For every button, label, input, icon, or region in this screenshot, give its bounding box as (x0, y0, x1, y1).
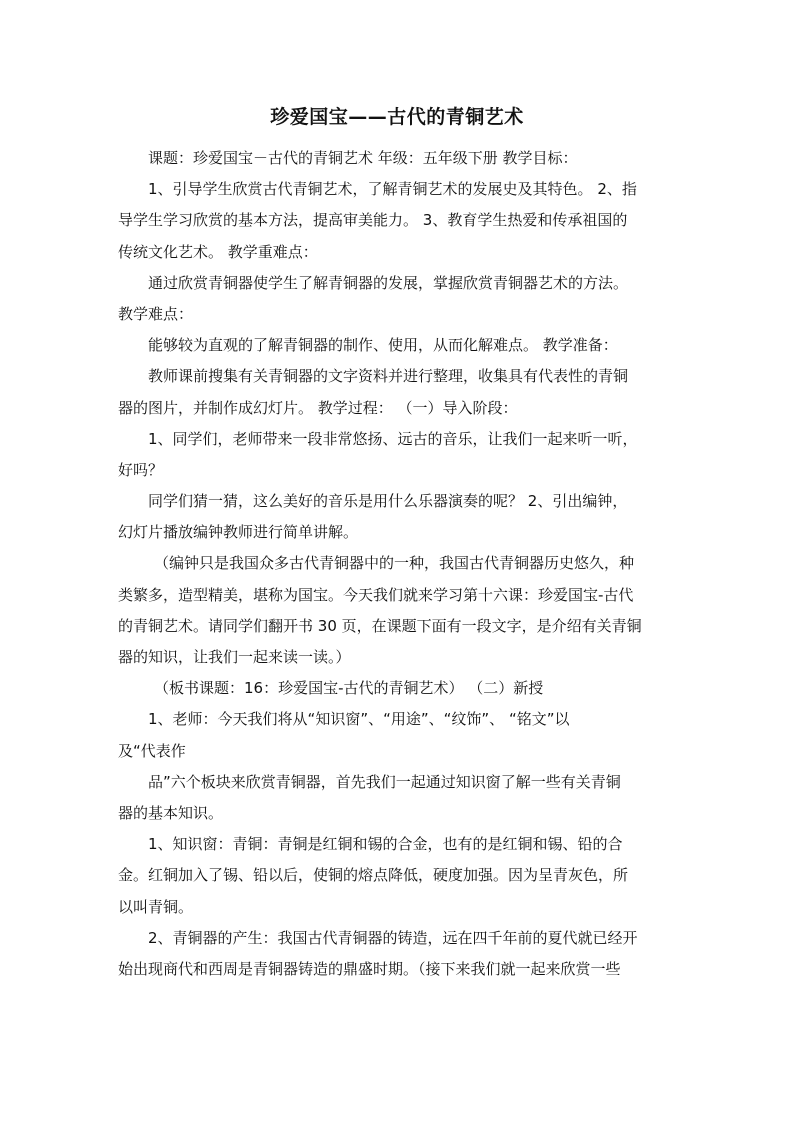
text-line: 同学们猜一猜，这么美好的音乐是用什么乐器演奏的呢？ 2、引出编钟， (148, 492, 628, 511)
text-line: 2、青铜器的产生：我国古代青铜器的铸造，远在四千年前的夏代就已经开 (148, 928, 638, 947)
text-line: 以叫青铜。 (118, 897, 194, 916)
text-line: 能够较为直观的了解青铜器的制作、使用，从而化解难点。 教学准备： (148, 336, 618, 355)
text-line: 金。红铜加入了锡、铅以后，使铜的熔点降低，硬度加强。因为呈青灰色，所 (118, 866, 629, 885)
text-line: 器的知识，让我们一起来读一读。） (118, 648, 351, 666)
text-line: 类繁多，造型精美，堪称为国宝。今天我们就来学习第十六课：珍爱国宝-古代 (118, 585, 634, 604)
text-line: 教师课前搜集有关青铜器的文字资料并进行整理，收集具有代表性的青铜 (148, 367, 629, 386)
text-line: 导学生学习欣赏的基本方法，提高审美能力。 3、教育学生热爱和传承祖国的 (118, 211, 628, 230)
text-line: 及“代表作 (118, 741, 186, 760)
text-line: 通过欣赏青铜器使学生了解青铜器的发展，掌握欣赏青铜器艺术的方法。 (148, 273, 629, 292)
text-line: 1、老师：今天我们将从“知识窗”、“用途”、“纹饰”、 “铭文”以 (148, 710, 570, 729)
text-line: 教学难点： (118, 304, 194, 323)
text-line: 课题：珍爱国宝－古代的青铜艺术 年级：五年级下册 教学目标： (148, 149, 578, 167)
text-line: 器的图片，并制作成幻灯片。 教学过程： （一）导入阶段： (118, 398, 518, 417)
document-title: 珍爱国宝——古代的青铜艺术 (270, 106, 524, 128)
text-line: 幻灯片播放编钟教师进行简单讲解。 (118, 523, 359, 542)
text-line: 1、引导学生欣赏古代青铜艺术，了解青铜艺术的发展史及其特色。 2、指 (148, 180, 637, 199)
text-line: 好吗？ (118, 460, 164, 479)
text-line: 的青铜艺术。请同学们翻开书 30 页，在课题下面有一段文字，是介绍有关青铜 (118, 616, 642, 635)
text-line: 始出现商代和西周是青铜器铸造的鼎盛时期。（接下来我们就一起来欣赏一些 (118, 959, 621, 978)
text-line: 1、同学们，老师带来一段非常悠扬、远古的音乐，让我们一起来听一听， (148, 429, 638, 448)
text-line: 1、知识窗：青铜：青铜是红铜和锡的合金，也有的是红铜和锡、铅的合 (148, 835, 623, 854)
text-line: （板书课题：16：珍爱国宝-古代的青铜艺术） （二）新授 (154, 679, 544, 698)
text-line: 品”六个板块来欣赏青铜器，首先我们一起通过知识窗了解一些有关青铜 (148, 772, 621, 791)
text-line: 器的基本知识。 (118, 803, 224, 822)
text-line: （编钟只是我国众多古代青铜器中的一种，我国古代青铜器历史悠久，种 (154, 554, 635, 573)
text-line: 传统文化艺术。 教学重难点： (118, 242, 318, 261)
document-body (118, 143, 678, 985)
